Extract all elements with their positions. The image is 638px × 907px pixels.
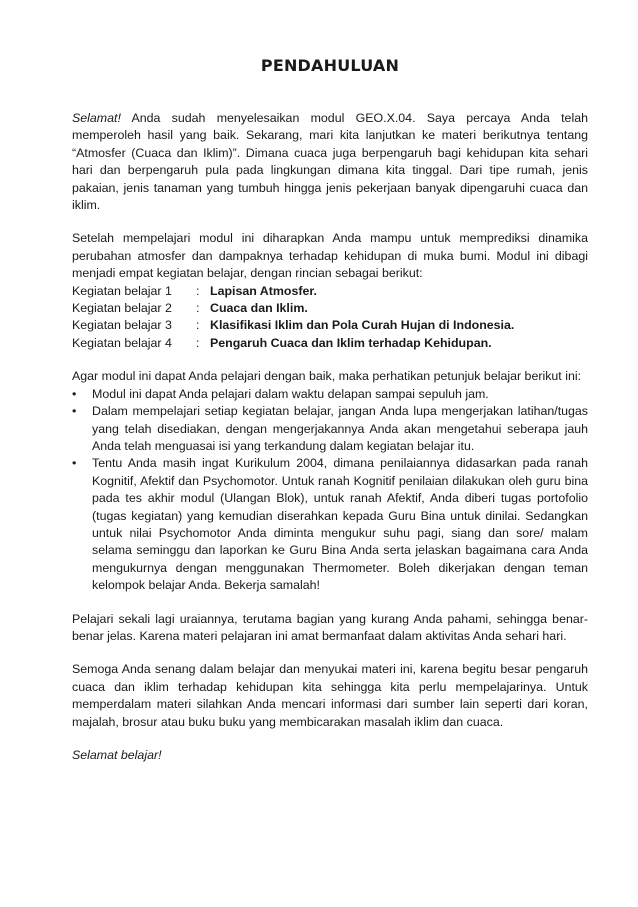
document-body (72, 110, 588, 780)
activity-label: Kegiatan belajar 2 (72, 301, 172, 316)
closing-paragraph: Semoga Anda senang dalam belajar dan menyukai materi ini, karena begitu besar pengaruh cuaca dan iklim terhadap kehidupan kita sehingga kita perlu mempelajarinya. Untuk memperdalam materi silahkan Anda mencari informasi dari sumber lain seperti dari koran, majalah, brosur atau buku buku yang membicarakan masalah iklim dan cuaca. (72, 662, 588, 729)
activity-title: Cuaca dan Iklim. (210, 301, 308, 316)
activity-colon: : (196, 335, 200, 350)
page-title: PENDAHULUAN (260, 56, 400, 75)
intro-greeting: Selamat! (72, 111, 121, 125)
list-item (72, 455, 588, 594)
list-item (72, 386, 588, 403)
activity-title: Klasifikasi Iklim dan Pola Curah Hujan di Indonesia. (210, 318, 515, 333)
list-item (72, 403, 588, 455)
activity-row (72, 283, 588, 300)
activity-row (72, 317, 588, 334)
objective-paragraph: Setelah mempelajari modul ini diharapkan Anda mampu untuk memprediksi dinamika perubahan atmosfer dan dampaknya terhadap kehidupan di muka bumi. Modul ini dibagi menjadi empat kegiatan belajar, dengan rincian sebagai berikut: (72, 231, 588, 281)
bullet-icon: • (72, 456, 77, 471)
review-paragraph: Pelajari sekali lagi uraiannya, terutama bagian yang kurang Anda pahami, sehingga benar-benar jelas. Karena materi pelajaran ini amat bermanfaat dalam aktivitas Anda sehari hari. (72, 611, 588, 643)
instructions-list (72, 386, 588, 595)
activity-label: Kegiatan belajar 4 (72, 335, 172, 350)
objective-block (72, 230, 588, 352)
instructions-intro: Agar modul ini dapat Anda pelajari dengan baik, maka perhatikan petunjuk belajar berikut ini: (72, 369, 582, 384)
activity-colon: : (196, 318, 200, 333)
activity-label: Kegiatan belajar 1 (72, 283, 172, 298)
activity-label: Kegiatan belajar 3 (72, 318, 172, 333)
list-item-text: Tentu Anda masih ingat Kurikulum 2004, dimana penilaiannya didasarkan pada ranah Kognitif, Afektif dan Psychomotor. Untuk ranah Kognitif penilaian dilakukan oleh guru bina pada tes akhir modul (Ulangan Blok), untuk ranah Afektif, Anda diberi tugas portofolio (tugas kegiatan) yang kemudian diserahkan kepada Guru Bina untuk dinilai. Sedangkan untuk nilai Psychomotor Anda diminta mengukur suhu pagi, siang dan sore/ malam selama seminggu dan laporkan ke Guru Bina Anda serta jelaskan bagaimana cara Anda mengukurnya dengan menggunakan Thermometer. Boleh dikerjakan dengan teman kelompok belajar Anda. Bekerja samalah! (92, 456, 588, 593)
activity-row (72, 335, 588, 352)
activity-title: Pengaruh Cuaca dan Iklim terhadap Kehidupan. (210, 335, 492, 350)
activity-row (72, 300, 588, 317)
bullet-icon: • (72, 386, 77, 401)
bullet-icon: • (72, 404, 77, 419)
list-item-text: Dalam mempelajari setiap kegiatan belajar, jangan Anda lupa mengerjakan latihan/tugas yang telah disediakan, dengan mengerjakannya Anda akan mengetahui seberapa jauh Anda telah menguasai isi yang terkandung dalam kegiatan belajar itu. (92, 404, 588, 453)
intro-paragraph (72, 110, 588, 214)
list-item-text: Modul ini dapat Anda pelajari dalam waktu delapan sampai sepuluh jam. (92, 386, 489, 401)
activity-title: Lapisan Atmosfer. (210, 283, 317, 298)
intro-text: Anda sudah menyelesaikan modul GEO.X.04. Saya percaya Anda telah memperoleh hasil yang baik. Sekarang, mari kita lanjutkan ke materi berikutnya tentang “Atmosfer (Cuaca dan Iklim)”. Dimana cuaca juga berpengaruh bagi kehidupan kita sehari hari dan berpengaruh pula pada lingkungan dimana kita tinggal. Dari tipe rumah, jenis pakaian, jenis tanaman yang tumbuh hingga jenis pekerjaan banyak dipengaruhi cuaca dan iklim. (72, 111, 588, 213)
activity-colon: : (196, 283, 200, 298)
signoff: Selamat belajar! (72, 748, 162, 762)
activity-colon: : (196, 301, 200, 316)
